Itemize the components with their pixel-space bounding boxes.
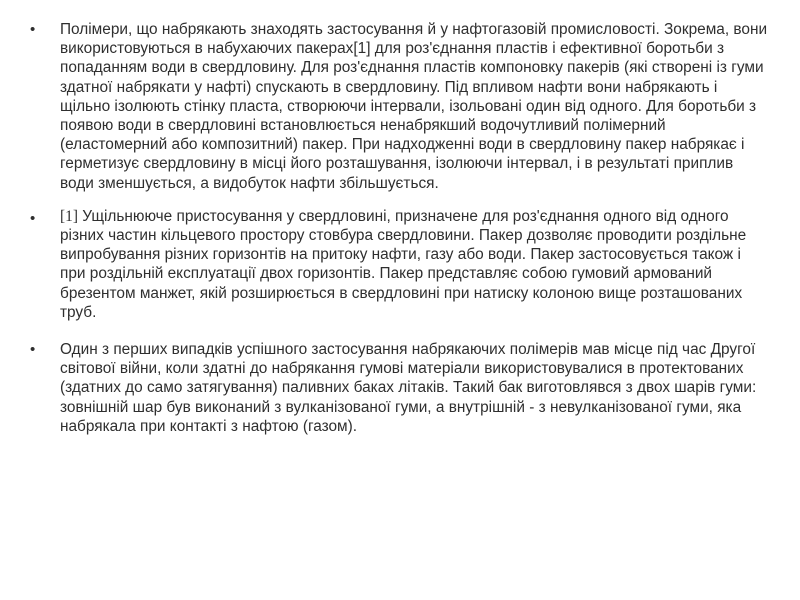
bullet-marker: • xyxy=(30,209,36,227)
bullet-item-footnote xyxy=(30,207,770,322)
bullet-item-history xyxy=(30,340,770,436)
bullet-text: Один з перших випадків успішного застосування набрякаючих полімерів мав місце під час Другої світової війни, коли здатні до набрякання гумові матеріали використовувалися в протектованих (здатних до само затягування) паливних баках літаків. Такий бак виготовлявся з двох шарів гуми: зовнішній шар був виконаний з вулканізованої гуми, а внутрішній - з невулканізованої гуми, яка набрякала при контакті з нафтою (газом). xyxy=(60,341,757,435)
footnote xyxy=(60,207,770,322)
bullet-text: Полімери, що набрякають знаходять застосування й у нафтогазовій промисловості. Зокрема, вони використовуються в набухаючих пакерах[1] для роз'єднання пластів і ефективної боротьби з попаданням води в свердловину. Для роз'єднання пластів компоновку пакерів (які створені із гуми здатної набрякати у нафті) спускають в свердловину. Під впливом нафти вони набрякають і щільно ізолюють стінку пласта, створюючи інтервали, ізольовані один від одного. Для боротьби з появою води в свердловині встановлюється ненабрякший водочутливий полімерний (еластомерний або композитний) пакер. При надходженні води в свердловину пакер набрякає і герметизує свердловину в місці його розташування, ізолюючи інтервал, і в результаті приплив води зменшується, а видобуток нафти збільшується. xyxy=(60,21,768,192)
bullet-list xyxy=(30,20,770,436)
bullet-item-packers xyxy=(30,20,770,193)
bullet-marker: • xyxy=(30,341,36,359)
bullet-marker: • xyxy=(30,21,36,38)
footnote-marker: [1] xyxy=(60,207,78,225)
footnote-text: Ущільнююче пристосування у свердловині, призначене для роз'єднання одного від одного різних частин кільцевого простору стовбура свердловини. Пакер дозволяє проводити роздільне випробування різних горизонтів на притоку нафти, газу або води. Пакер застосовується також і при роздільній експлуатації двох горизонтів. Пакер представляє собою гумовий армований брезентом манжет, якій розширюється в свердловині при натиску колоною вище розташованих труб. xyxy=(60,207,747,321)
